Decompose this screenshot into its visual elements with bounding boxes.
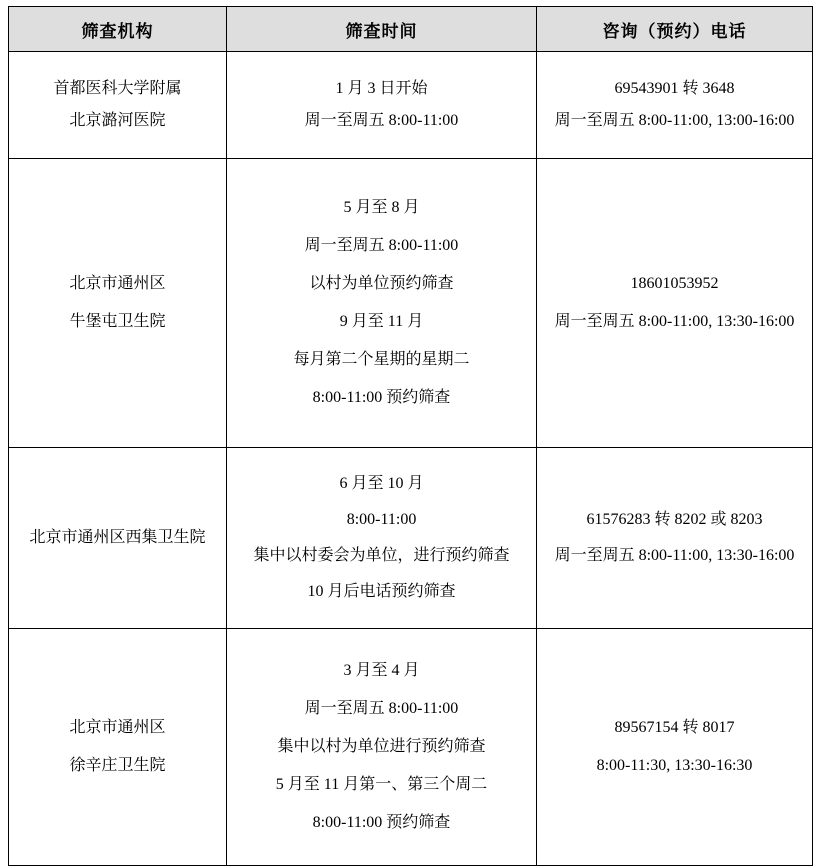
table-header-row (9, 7, 813, 52)
org-line: 北京市通州区西集卫生院 (29, 529, 206, 546)
org-line: 北京市通州区 (69, 275, 166, 292)
time-line: 集中以村为单位进行预约筛查 (277, 738, 486, 755)
phone-hours-line: 周一至周五 8:00-11:00, 13:30-16:00 (554, 313, 795, 330)
cell-screening-time (227, 448, 537, 629)
time-line: 9 月至 11 月 (339, 313, 424, 330)
time-line: 3 月至 4 月 (343, 662, 420, 679)
column-header-organization: 筛查机构 (9, 7, 227, 52)
org-line: 北京市通州区 (69, 719, 166, 736)
phone-line: 69543901 转 3648 (614, 80, 735, 97)
time-line: 8:00-11:00 预约筛查 (312, 814, 451, 831)
table-row (9, 629, 813, 866)
time-line: 5 月至 8 月 (343, 199, 420, 216)
time-line: 周一至周五 8:00-11:00 (304, 112, 459, 129)
cell-screening-time (227, 52, 537, 159)
phone-line: 18601053952 (630, 275, 719, 292)
cell-organization (9, 629, 227, 866)
cell-phone (537, 629, 813, 866)
time-line: 8:00-11:00 (346, 511, 417, 528)
table-row (9, 448, 813, 629)
phone-hours-line: 8:00-11:30, 13:30-16:30 (596, 757, 753, 774)
table-header (9, 7, 813, 52)
column-header-screening-time: 筛查时间 (227, 7, 537, 52)
table-row (9, 159, 813, 448)
cell-screening-time (227, 629, 537, 866)
phone-hours-line: 周一至周五 8:00-11:00, 13:00-16:00 (554, 112, 795, 129)
org-line: 首都医科大学附属 (53, 80, 182, 97)
time-line: 周一至周五 8:00-11:00 (304, 237, 459, 254)
table-body (9, 52, 813, 866)
cell-phone (537, 159, 813, 448)
cell-organization (9, 448, 227, 629)
cell-phone (537, 52, 813, 159)
time-line: 每月第二个星期的星期二 (293, 351, 470, 368)
time-line: 6 月至 10 月 (339, 475, 424, 492)
cell-screening-time (227, 159, 537, 448)
phone-line: 61576283 转 8202 或 8203 (586, 511, 763, 528)
screening-schedule-table (8, 6, 813, 866)
phone-line: 89567154 转 8017 (614, 719, 735, 736)
cell-organization (9, 52, 227, 159)
phone-hours-line: 周一至周五 8:00-11:00, 13:30-16:00 (554, 547, 795, 564)
cell-organization (9, 159, 227, 448)
org-line: 牛堡屯卫生院 (69, 313, 166, 330)
cell-phone (537, 448, 813, 629)
time-line: 10 月后电话预约筛查 (307, 583, 456, 600)
time-line: 集中以村委会为单位，进行预约筛查 (253, 547, 510, 564)
time-line: 周一至周五 8:00-11:00 (304, 700, 459, 717)
org-line: 北京潞河医院 (69, 112, 166, 129)
time-line: 5 月至 11 月第一、第三个周二 (275, 776, 488, 793)
time-line: 以村为单位预约筛查 (309, 275, 454, 292)
org-line: 徐辛庄卫生院 (69, 757, 166, 774)
column-header-phone: 咨询（预约）电话 (537, 7, 813, 52)
table-row (9, 52, 813, 159)
time-line: 1 月 3 日开始 (335, 80, 428, 97)
time-line: 8:00-11:00 预约筛查 (312, 389, 451, 406)
